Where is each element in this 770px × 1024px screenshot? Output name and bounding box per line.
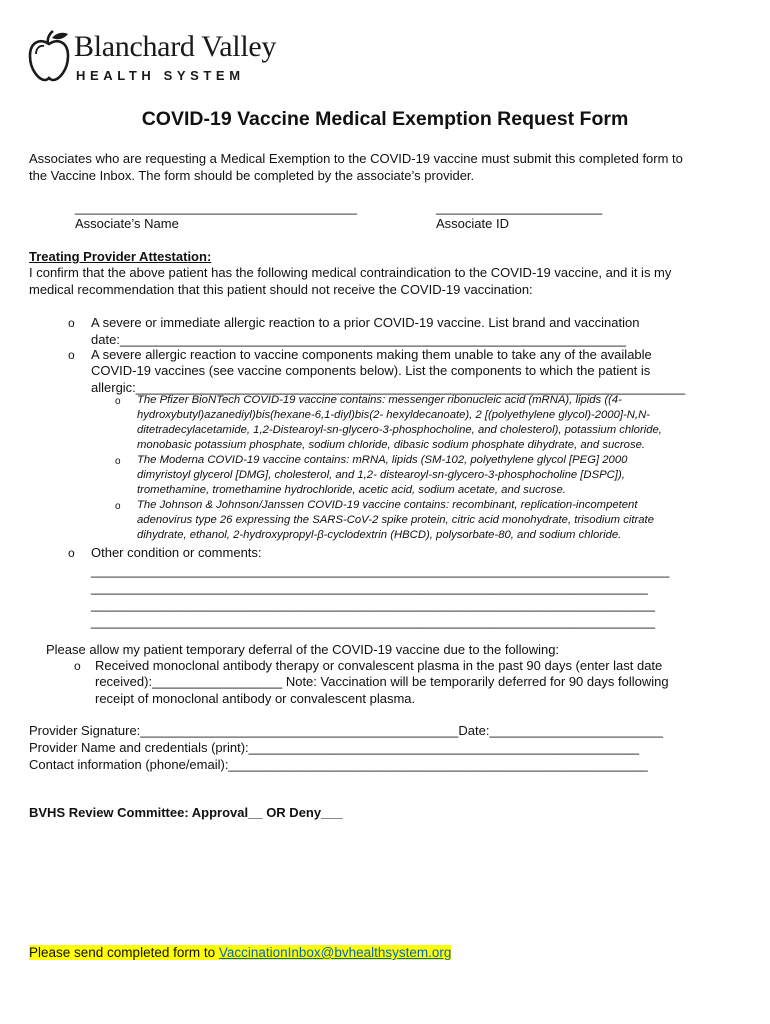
page-title: COVID-19 Vaccine Medical Exemption Request Form (141, 108, 629, 130)
comment-field-4[interactable]: ______________________________________________________________________________ (91, 614, 655, 629)
deferral-line-3: receipt of monoclonal antibody or convalescent plasma. (95, 691, 416, 706)
associate-name-field[interactable]: _______________________________________ (75, 200, 357, 215)
comment-field-2[interactable]: _____________________________________________________________________________ (91, 580, 648, 595)
sub-bullet: o (115, 396, 121, 407)
comment-field-3[interactable]: ______________________________________________________________________________ (91, 597, 655, 612)
org-logo (28, 28, 288, 88)
option-components-line-2: COVID-19 vaccines (see vaccine components below). List the components to which the patient is (91, 363, 651, 378)
option-other-label: Other condition or comments: (91, 545, 262, 560)
option-bullet: o (68, 546, 75, 560)
attestation-line-2: medical recommendation that this patient should not receive the COVID-19 vaccination: (29, 282, 533, 297)
email-link[interactable]: VaccinationInbox@bvhealthsystem.org (218, 945, 452, 960)
option-prior-vaccine-date-field[interactable]: date:______________________________________________________________________ (91, 332, 627, 347)
intro-line-2: the Vaccine Inbox. The form should be completed by the associate’s provider. (29, 168, 475, 183)
attestation-line-1: I confirm that the above patient has the following medical contraindication to the COVID-19 vaccine, and it is my (29, 265, 672, 280)
associate-name-label: Associate’s Name (75, 216, 179, 231)
option-bullet: o (68, 348, 75, 362)
option-prior-vaccine-line-1: A severe or immediate allergic reaction to a prior COVID-19 vaccine. List brand and vaccination (91, 315, 640, 330)
deferral-bullet: o (74, 659, 81, 673)
pfizer-components-2: hydroxybutyl)azanediyl)bis(hexane-6,1-diyl)bis(2- hexyldecanoate), 2 [(polyethylene glycol)-2000]-N,N- (137, 409, 650, 421)
deferral-line-1: Received monoclonal antibody therapy or convalescent plasma in the past 90 days (enter last date (95, 658, 663, 673)
comment-field-1[interactable]: ________________________________________________________________________________ (91, 563, 670, 578)
provider-name-field[interactable]: Provider Name and credentials (print):______________________________________________________ (29, 740, 640, 755)
moderna-components-3: tromethamine, tromethamine hydrochloride, acetic acid, sodium acetate, and sucrose. (137, 484, 566, 496)
apple-icon (28, 28, 70, 84)
org-name: Blanchard Valley (74, 30, 277, 63)
pfizer-components-4: monobasic potassium phosphate, sodium chloride, dibasic sodium phosphate dihydrate, and sucrose. (137, 439, 646, 451)
pfizer-components-3: ditetradecylacetamide, 1,2-Distearoyl-sn-glycero-3-phosphocholine, and cholesterol), potassium chloride, (137, 424, 662, 436)
associate-id-label: Associate ID (436, 216, 509, 231)
option-bullet: o (68, 316, 75, 330)
pfizer-components-1: The Pfizer BioNTech COVID-19 vaccine contains: messenger ribonucleic acid (mRNA), lipids ((4- (137, 394, 622, 406)
provider-signature-field[interactable]: Provider Signature:____________________________________________Date:________________________ (29, 723, 663, 738)
associate-id-field[interactable]: _______________________ (436, 200, 603, 215)
option-components-allergic-field[interactable]: allergic:____________________________________________________________________________ (91, 380, 686, 395)
jj-components-1: The Johnson & Johnson/Janssen COVID-19 vaccine contains: recombinant, replication-incompetent (137, 499, 638, 511)
attestation-heading: Treating Provider Attestation: (29, 249, 212, 264)
provider-contact-field[interactable]: Contact information (phone/email):__________________________________________________________ (29, 757, 648, 772)
org-subtitle: HEALTH SYSTEM (76, 68, 245, 83)
deferral-received-date-field[interactable]: received):__________________ Note: Vaccination will be temporarily deferred for 90 days following (95, 674, 669, 689)
moderna-components-1: The Moderna COVID-19 vaccine contains: mRNA, lipids (SM-102, polyethylene glycol [PEG] 2000 (137, 454, 628, 466)
sub-bullet: o (115, 456, 121, 467)
sub-bullet: o (115, 501, 121, 512)
jj-components-2: adenovirus type 26 expressing the SARS-CoV-2 spike protein, citric acid monohydrate, trisodium citrate (137, 514, 654, 526)
intro-line-1: Associates who are requesting a Medical Exemption to the COVID-19 vaccine must submit this completed form to (29, 151, 683, 166)
send-instruction (29, 944, 451, 961)
jj-components-3: dihydrate, ethanol, 2-hydroxypropyl-β-cyclodextrin (HBCD), polysorbate-80, and sodium chloride. (137, 529, 622, 541)
deferral-intro: Please allow my patient temporary deferral of the COVID-19 vaccine due to the following: (46, 642, 560, 657)
moderna-components-2: dimyristoyl glycerol [DMG], cholesterol, and 1,2- distearoyl-sn-glycero-3-phosphocholine [DSPC]), (137, 469, 625, 481)
review-committee: BVHS Review Committee: Approval__ OR Deny___ (29, 805, 343, 820)
send-text: Please send completed form to (29, 945, 219, 960)
option-components-line-1: A severe allergic reaction to vaccine components making them unable to take any of the available (91, 347, 652, 362)
